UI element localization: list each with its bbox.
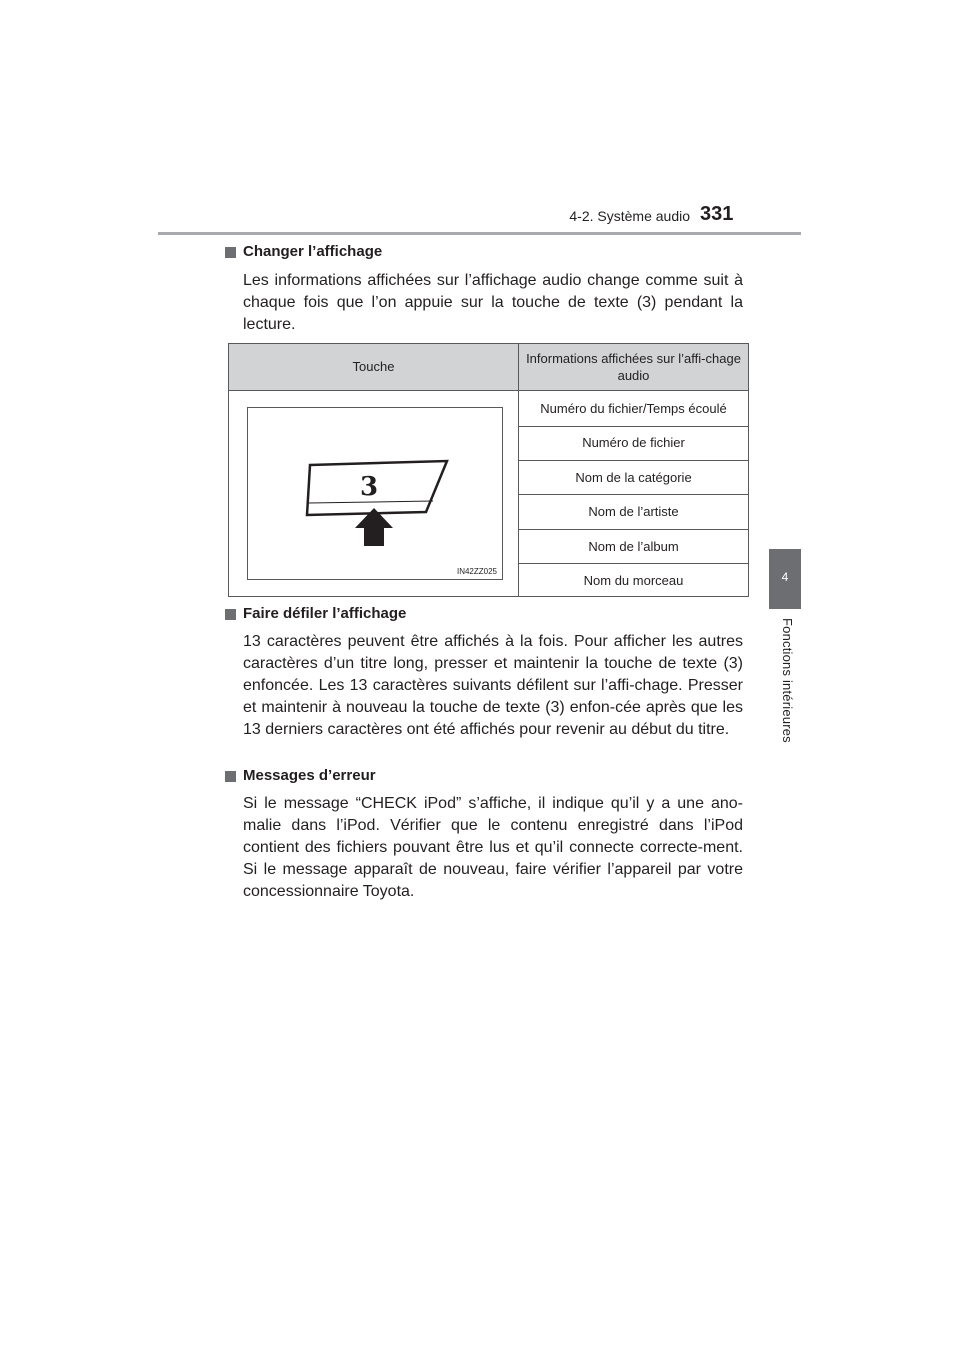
section-paragraph-changer-affichage: Les informations affichées sur l’affichage audio change comme suit à chaque fois que l’on appuie sur la touche de texte (3) pendant la lecture.	[243, 272, 743, 333]
table-row-divider	[519, 494, 748, 495]
text-button-illustration	[247, 407, 503, 580]
table-cell: Numéro de fichier	[582, 435, 685, 450]
table-cell: Nom du morceau	[583, 573, 684, 588]
table-cell: Numéro du fichier/Temps écoulé	[540, 401, 727, 416]
section-heading-changer-affichage: Changer l’affichage	[243, 243, 383, 260]
table-cell: Nom de l’album	[588, 539, 679, 554]
square-bullet-icon	[225, 609, 236, 620]
table-row-divider	[519, 563, 748, 564]
button-number-label: 3	[359, 472, 379, 502]
page-number: 331	[700, 203, 734, 225]
table-row-divider	[519, 529, 748, 530]
section-paragraph-faire-defiler: 13 caractères peuvent être affichés à la fois. Pour afficher les autres caractères d’un titre long, presser et maintenir la touche de texte (3) enfoncée. Les 13 caractères suivants défilent sur l’affi-chage. Presser et maintenir à nouveau la touche de texte (3) enfon-cée après que les 13 derniers caractères ont été affichés pour revenir au début du titre.	[243, 633, 743, 738]
illustration-code: IN42ZZ025	[456, 567, 497, 576]
table-row-divider	[519, 426, 748, 427]
table-cell: Nom de l’artiste	[588, 504, 679, 519]
table-row-divider	[519, 460, 748, 461]
table-header-informations: Informations affichées sur l’affi-chage audio	[526, 351, 741, 383]
display-info-table	[228, 343, 749, 597]
table-header-touche: Touche	[352, 359, 395, 374]
square-bullet-icon	[225, 247, 236, 258]
chapter-tab-label: Fonctions intérieures	[780, 618, 795, 743]
text-button-drawing	[248, 408, 502, 579]
table-cell: Nom de la catégorie	[575, 470, 692, 485]
section-heading-messages-erreur: Messages d’erreur	[243, 767, 376, 784]
square-bullet-icon	[225, 771, 236, 782]
running-header-section: 4-2. Système audio	[569, 208, 690, 224]
chapter-tab-number: 4	[781, 570, 789, 584]
section-paragraph-messages-erreur: Si le message “CHECK iPod” s’affiche, il indique qu’il y a une ano-malie dans l’iPod. Vérifier que le contenu enregistré dans l’iPod contient des fichiers pouvant être lus et qu’il connecte correcte-ment. Si le message apparaît de nouveau, faire vérifier l’appareil par votre concessionnaire Toyota.	[243, 795, 743, 900]
section-heading-faire-defiler: Faire défiler l’affichage	[243, 605, 407, 622]
header-rule	[158, 232, 801, 235]
